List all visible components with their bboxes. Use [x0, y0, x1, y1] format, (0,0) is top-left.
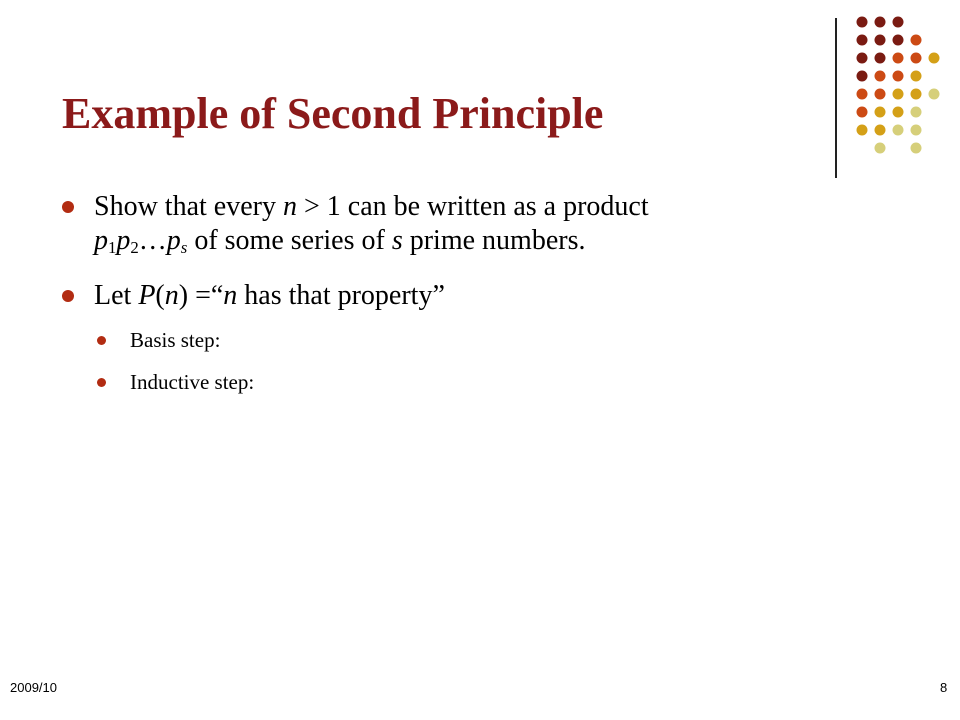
bullet-dot-icon: [62, 290, 74, 302]
bullet-dot-icon: [97, 336, 106, 345]
bullet-item: Let P(n) =“n has that property”: [62, 279, 842, 313]
sub-bullet-item: [97, 327, 842, 353]
bullet-item: Show that every n > 1 can be written as a product $p_1p_2\dots p_s$ of some series of s prime numbers.: [62, 190, 842, 265]
bullet-dot-icon: [97, 378, 106, 387]
slide-title: Example of Second Principle: [62, 89, 604, 138]
decorative-dot-grid-icon: [852, 14, 952, 154]
vertical-divider-line: [835, 18, 837, 178]
bullet-list: [62, 190, 842, 411]
sub-bullet-label: Inductive step:: [130, 370, 255, 395]
bullet-dot-icon: [62, 201, 74, 213]
footer-date: 2009/10: [10, 680, 57, 695]
slide-number: 8: [940, 680, 948, 695]
sub-bullet-label: Basis step:: [130, 328, 221, 353]
sub-bullet-item: [97, 369, 842, 395]
